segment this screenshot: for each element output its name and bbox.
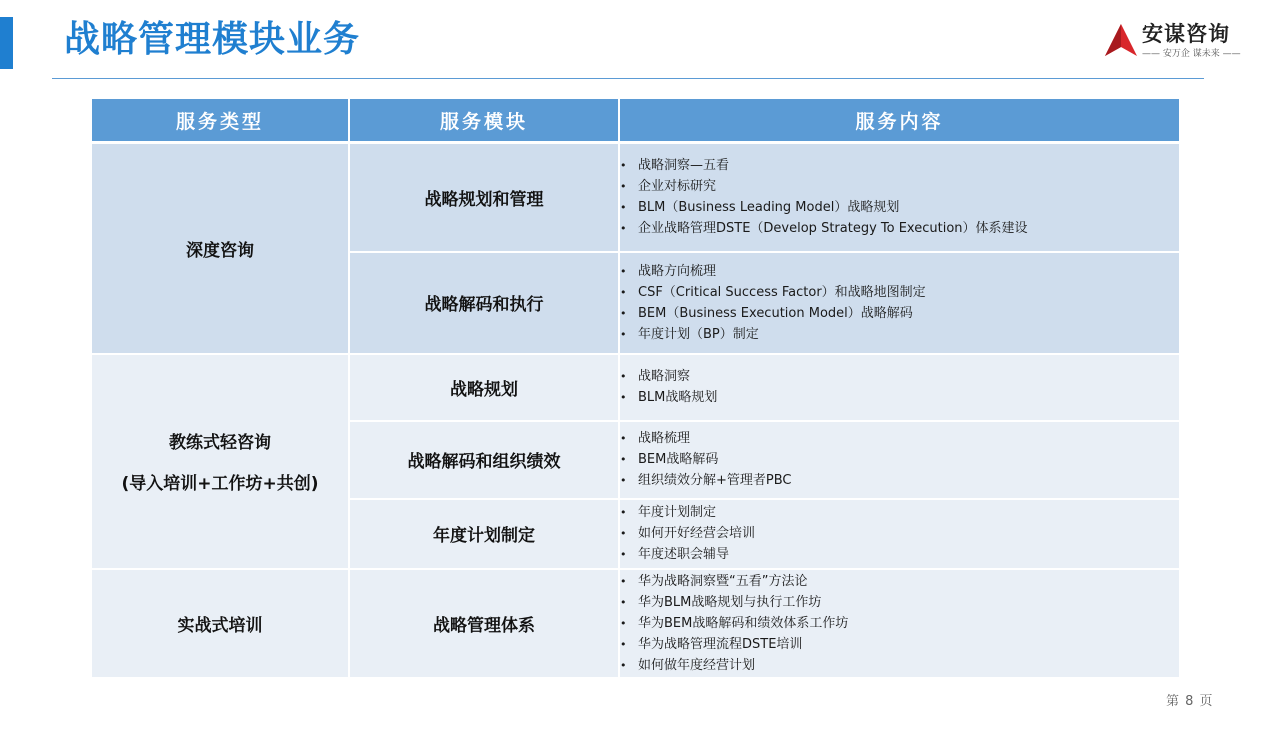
list-item: • 企业战略管理DSTE（Develop Strategy To Execution）体系建设	[620, 218, 1179, 239]
column-header-type: 服务类型	[92, 99, 349, 143]
list-item: • 华为战略洞察暨“五看”方法论	[620, 571, 1179, 592]
list-item: • 如何做年度经营计划	[620, 655, 1179, 676]
logo-slogan: —— 安万企 谋未来 ——	[1142, 49, 1241, 59]
service-module-label: 战略管理体系	[433, 615, 535, 636]
service-content-cell	[619, 252, 1179, 354]
list-item: • BLM战略规划	[620, 387, 1179, 408]
service-module-label: 年度计划制定	[433, 526, 535, 546]
table-row	[92, 354, 1179, 421]
service-content-cell	[619, 569, 1179, 678]
table-row	[92, 143, 1179, 252]
list-item: • BLM（Business Leading Model）战略规划	[620, 197, 1179, 218]
list-item: • 如何开好经营会培训	[620, 523, 1179, 544]
service-content-cell	[619, 421, 1179, 499]
table-header-row	[92, 99, 1179, 143]
service-module-cell	[349, 354, 619, 421]
list-item: • 年度述职会辅导	[620, 544, 1179, 565]
header-divider	[52, 78, 1204, 79]
service-module-cell	[349, 499, 619, 569]
column-header-content: 服务内容	[619, 99, 1179, 143]
list-item: • 年度计划制定	[620, 502, 1179, 523]
list-item: • 华为BEM战略解码和绩效体系工作坊	[620, 613, 1179, 634]
list-item: • CSF（Critical Success Factor）和战略地图制定	[620, 282, 1179, 303]
service-type-label: 教练式轻咨询	[169, 433, 271, 453]
list-item: • 战略洞察—五看	[620, 155, 1179, 176]
content-list	[620, 502, 1179, 565]
service-type-cell	[92, 143, 349, 354]
service-type-label: 实战式培训	[177, 615, 263, 636]
list-item: • 战略梳理	[620, 428, 1179, 449]
list-item: • BEM（Business Execution Model）战略解码	[620, 303, 1179, 324]
service-content-cell	[619, 499, 1179, 569]
service-type-sublabel: (导入培训+工作坊+共创)	[121, 474, 319, 494]
service-module-label: 战略规划和管理	[424, 189, 544, 210]
service-table	[92, 99, 1179, 679]
company-logo	[1104, 20, 1241, 64]
page-title: 战略管理模块业务	[64, 19, 361, 60]
page-number: 第 8 页	[1166, 694, 1214, 709]
service-type-label: 深度咨询	[186, 240, 254, 261]
title-accent-bar	[0, 17, 13, 69]
content-list	[620, 261, 1179, 345]
table-row	[92, 569, 1179, 678]
column-header-module: 服务模块	[349, 99, 619, 143]
service-module-cell	[349, 421, 619, 499]
service-content-cell	[619, 354, 1179, 421]
list-item: • 组织绩效分解+管理者PBC	[620, 470, 1179, 491]
list-item: • 战略洞察	[620, 366, 1179, 387]
list-item: • 年度计划（BP）制定	[620, 324, 1179, 345]
list-item: • 华为战略管理流程DSTE培训	[620, 634, 1179, 655]
logo-name: 安谋咨询	[1142, 22, 1230, 46]
content-list	[620, 366, 1179, 408]
content-list	[620, 155, 1179, 239]
content-list	[620, 571, 1179, 676]
service-type-cell	[92, 569, 349, 678]
service-content-cell	[619, 143, 1179, 252]
content-list	[620, 428, 1179, 491]
service-module-label: 战略解码和执行	[424, 295, 544, 315]
logo-mark-icon	[1104, 22, 1138, 58]
service-module-cell	[349, 569, 619, 678]
service-module-label: 战略解码和组织绩效	[407, 452, 561, 472]
service-module-cell	[349, 252, 619, 354]
list-item: • BEM战略解码	[620, 449, 1179, 470]
list-item: • 企业对标研究	[620, 176, 1179, 197]
service-module-cell	[349, 143, 619, 252]
list-item: • 战略方向梳理	[620, 261, 1179, 282]
service-module-label: 战略规划	[450, 379, 518, 400]
service-type-cell	[92, 354, 349, 569]
list-item: • 华为BLM战略规划与执行工作坊	[620, 592, 1179, 613]
